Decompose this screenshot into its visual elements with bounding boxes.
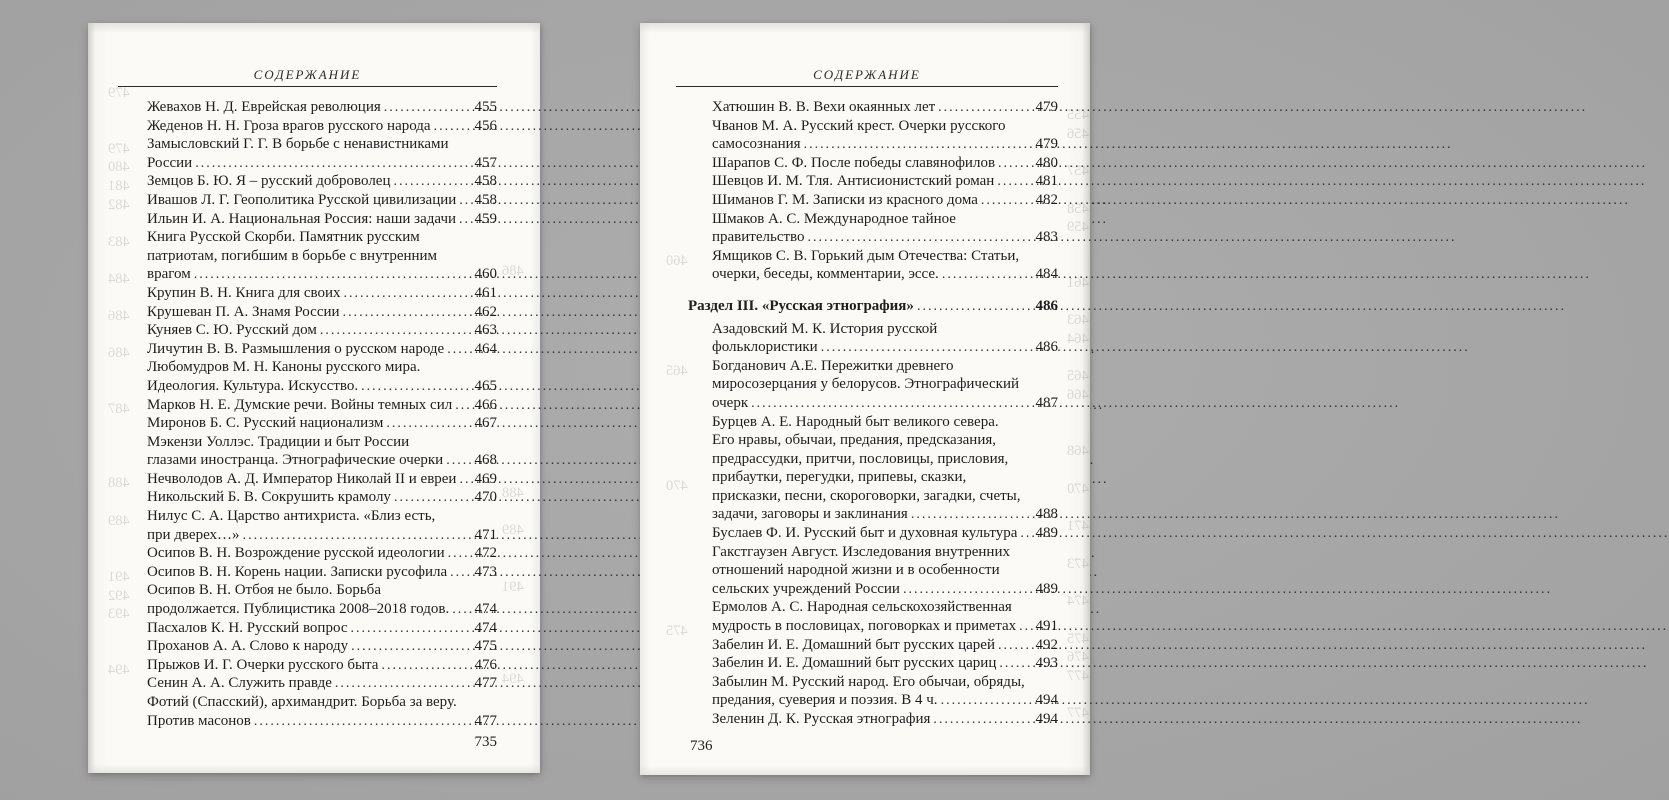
entry-title: Миронов Б. С. Русский национализм <box>147 415 384 432</box>
bleed-through-text: 477 <box>1067 705 1089 721</box>
bleed-through-text: 486 <box>108 308 130 324</box>
toc-entry-line <box>712 673 1058 692</box>
entry-page-number: 484 <box>1035 266 1058 283</box>
toc-entry-line <box>712 413 1058 432</box>
leader-dots <box>194 265 473 285</box>
entry-page-number: 474 <box>474 619 497 636</box>
entry-page-number: 461 <box>474 284 497 301</box>
leader-dots <box>394 172 473 192</box>
leader-dots <box>804 135 1034 155</box>
entry-title: очерк <box>712 394 749 411</box>
entry-title: Буслаев Ф. И. Русский быт и духовная культура <box>712 525 1018 542</box>
entry-title: Замысловский Г. Г. В борьбе с ненавистниками <box>147 136 449 153</box>
toc-entry-line <box>712 580 1058 599</box>
leader-dots <box>999 654 1033 674</box>
toc-entry-line <box>712 617 1058 636</box>
bleed-through-text: 457 <box>1067 163 1089 179</box>
toc-entry-line <box>147 396 497 415</box>
bleed-through-text: 463 <box>1067 312 1089 328</box>
toc-entry-line <box>147 303 497 322</box>
entry-page-number: 486 <box>1035 339 1058 356</box>
entry-title: фольклористики <box>712 339 818 356</box>
toc-entry-line <box>712 710 1058 729</box>
toc-entry-line <box>147 693 497 712</box>
toc-entry-line <box>712 654 1058 673</box>
entry-title: правительство <box>712 229 805 246</box>
bleed-through-text: 471 <box>1067 518 1089 534</box>
bleed-through-text: 455 <box>1067 107 1089 123</box>
leader-dots <box>447 340 472 360</box>
entry-title: Мэкензи Уоллэс. Традиции и быт России <box>147 433 410 450</box>
entry-title: Ивашов Л. Г. Геополитика Русской цивилизации <box>147 191 457 208</box>
leader-dots <box>343 303 473 323</box>
entry-page-number: 494 <box>1035 711 1058 727</box>
entry-page-number: 486 <box>1035 297 1058 314</box>
entry-page-number: 477 <box>474 712 497 729</box>
toc-entry-line <box>147 674 497 693</box>
entry-page-number: 466 <box>474 396 497 413</box>
entry-page-number: 456 <box>474 117 497 134</box>
toc-entry-line <box>712 228 1058 247</box>
entry-title: Проханов А. А. Слово к народу <box>147 638 349 655</box>
toc-entry-line <box>147 712 497 731</box>
entry-title: глазами иностранца. Этнографические очерки <box>147 452 444 469</box>
bleed-through-text: 489 <box>108 513 130 529</box>
leader-dots <box>335 674 473 694</box>
toc-entry-line <box>147 507 497 526</box>
toc-section-heading <box>688 297 1058 316</box>
entry-title: Осипов В. Н. Отбоя не было. Борьба <box>147 582 381 599</box>
entry-title: миросозерцания у белорусов. Этнографический <box>712 376 1020 393</box>
entry-page-number: 479 <box>1035 99 1058 115</box>
toc-entry-line <box>712 598 1058 617</box>
toc-entry-line <box>712 191 1058 210</box>
toc-entry-line <box>712 357 1058 376</box>
entry-title: Богданович А.Е. Пережитки древнего <box>712 357 954 374</box>
toc-entry-line <box>712 135 1058 154</box>
toc-entry-line <box>147 228 497 247</box>
entry-title: Земцов Б. Ю. Я – русский доброволец <box>147 173 391 190</box>
bleed-through-text: 456 <box>1067 126 1089 142</box>
bleed-through-text: 475 <box>666 623 688 639</box>
entry-page-number: 489 <box>1035 525 1058 542</box>
leader-dots <box>459 210 472 230</box>
entry-page-number: 469 <box>474 470 497 487</box>
toc-entry-line <box>147 98 497 117</box>
leader-dots <box>1020 524 1033 544</box>
bleed-through-text: 481 <box>108 178 130 194</box>
leader-dots <box>351 637 472 657</box>
leader-dots <box>821 338 1034 358</box>
bleed-through-text: 491 <box>502 579 524 595</box>
toc-entry-line <box>712 210 1058 229</box>
bleed-through-text: 479 <box>108 85 130 101</box>
entry-title: Марков Н. Е. Думские речи. Войны темных сил <box>147 396 453 413</box>
toc-entry-line <box>712 450 1058 469</box>
entry-title: предрассудки, притчи, пословицы, присловия, <box>712 450 1009 467</box>
entry-title: России <box>147 154 193 171</box>
toc-entry-line <box>147 117 497 136</box>
entry-title: очерки, беседы, комментарии, эссе. <box>712 266 939 283</box>
entry-page-number: 474 <box>474 601 497 618</box>
entry-page-number: 488 <box>1035 506 1058 523</box>
leader-dots <box>384 98 473 118</box>
toc-entry-line <box>147 433 497 452</box>
bleed-through-text: 483 <box>108 234 130 250</box>
bleed-through-text: 473 <box>1067 556 1089 572</box>
toc-entry-line <box>147 154 497 173</box>
entry-title: Бурцев А. Е. Народный быт великого севера. <box>712 413 999 430</box>
leader-dots <box>320 321 473 341</box>
toc-entry-line <box>147 321 497 340</box>
entry-title: Фотий (Спасский), архимандрит. Борьба за веру. <box>147 694 457 710</box>
page-folio: 736 <box>690 738 713 754</box>
toc-entry-line <box>712 172 1058 191</box>
entry-page-number: 475 <box>474 638 497 655</box>
entry-title: Ермолов А. С. Народная сельскохозяйственная <box>712 599 1012 616</box>
entry-page-number: 477 <box>474 675 497 692</box>
leader-dots <box>808 228 1034 248</box>
toc-entry-line <box>147 340 497 359</box>
entry-title: Чванов М. А. Русский крест. Очерки русского <box>712 117 1006 134</box>
leader-dots <box>903 580 1034 600</box>
entry-title: Сенин А. А. Служить правде <box>147 675 332 692</box>
bleed-through-text: 486 <box>108 345 130 361</box>
toc-entry-line <box>147 414 497 433</box>
entry-title: Шевцов И. М. Тля. Антисионистский роман <box>712 173 995 190</box>
leader-dots <box>448 544 473 564</box>
entry-title: Идеология. Культура. Искусство. <box>147 377 359 394</box>
entry-title: Раздел III. «Русская этнография» <box>688 297 914 314</box>
leader-dots <box>344 284 473 304</box>
entry-title: патриотам, погибшим в борьбе с внутренним <box>147 247 438 264</box>
toc-entry-line <box>712 154 1058 173</box>
bleed-through-text: 470 <box>666 478 688 494</box>
bleed-through-text: 470 <box>1067 481 1089 497</box>
leader-dots <box>394 488 473 508</box>
entry-title: мудрость в пословицах, поговорках и приметах <box>712 618 1017 635</box>
entry-title: Гакстгаузен Август. Изследования внутренних <box>712 543 1010 560</box>
entry-title: Забылин М. Русский народ. Его обычаи, обряды, <box>712 673 1025 690</box>
toc-entry-line <box>712 505 1058 524</box>
leader-dots <box>243 526 473 546</box>
entry-title: сельских учреждений России <box>712 580 900 597</box>
entry-page-number: 458 <box>474 173 497 190</box>
toc-entry-line <box>712 98 1058 117</box>
entry-title: Нечволодов А. Д. Император Николай II и евреи <box>147 470 457 487</box>
entry-page-number: 473 <box>474 563 497 580</box>
leader-dots <box>446 451 472 471</box>
leader-dots <box>911 505 1034 525</box>
toc-entry-line <box>712 431 1058 450</box>
entry-title: предания, суеверия и поэзия. В 4 ч. <box>712 692 938 709</box>
toc-entry-line <box>712 524 1058 543</box>
bleed-through-text: 466 <box>1067 387 1089 403</box>
bleed-through-text: 476 <box>1067 649 1089 665</box>
leader-dots <box>751 394 1033 414</box>
entry-title: Ямщиков С. В. Горький дым Отечества: Статьи, <box>712 247 1020 264</box>
entry-title: Куняев С. Ю. Русский дом <box>147 322 317 339</box>
toc-entry-line <box>147 600 497 619</box>
entry-title: Его нравы, обычаи, предания, предсказания, <box>712 432 996 449</box>
bleed-through-text: 458 <box>1067 201 1089 217</box>
toc-entry-line <box>147 470 497 489</box>
toc-list <box>118 98 497 730</box>
bleed-through-text: 488 <box>108 475 130 491</box>
entry-page-number: 464 <box>474 340 497 357</box>
entry-page-number: 457 <box>474 154 497 171</box>
page-folio: 735 <box>474 734 497 750</box>
leader-dots <box>450 563 472 583</box>
toc-entry-line <box>712 320 1058 339</box>
entry-title: Нилус С. А. Царство антихриста. «Близ есть, <box>147 508 436 525</box>
toc-entry-line <box>712 117 1058 136</box>
entry-page-number: 467 <box>474 415 497 432</box>
leader-dots <box>941 691 1034 711</box>
bleed-through-text: 482 <box>108 197 130 213</box>
bleed-through-text: 465 <box>1067 368 1089 384</box>
bleed-through-text: 464 <box>1067 331 1089 347</box>
toc-entry-line <box>147 210 497 229</box>
entry-title: присказки, песни, скороговорки, загадки, счеты, <box>712 487 1021 504</box>
page-content-left <box>118 23 497 730</box>
bleed-through-text: 488 <box>502 485 524 501</box>
entry-title: Книга Русской Скорби. Памятник русским <box>147 229 420 246</box>
toc-entry-line <box>712 375 1058 394</box>
toc-entry-line <box>147 488 497 507</box>
toc-entry-line <box>147 637 497 656</box>
bleed-through-text: 477 <box>1067 668 1089 684</box>
entry-page-number: 470 <box>474 489 497 506</box>
leader-dots <box>459 191 472 211</box>
toc-entry-line <box>147 265 497 284</box>
leader-dots <box>938 98 1033 118</box>
entry-title: Против масонов <box>147 712 251 729</box>
entry-title: Шарапов С. Ф. После победы славянофилов <box>712 154 996 171</box>
entry-page-number: 492 <box>1035 636 1058 653</box>
toc-entry-line <box>712 468 1058 487</box>
toc-entry-line <box>147 544 497 563</box>
entry-title: при дверех…» <box>147 526 240 543</box>
entry-page-number: 455 <box>474 99 497 115</box>
bleed-through-text: 484 <box>108 271 130 287</box>
entry-title: Любомудров М. Н. Каноны русского мира. <box>147 359 421 376</box>
entry-title: Пасхалов К. Н. Русский вопрос <box>147 619 348 636</box>
entry-title: прибаутки, перегудки, припевы, сказки, <box>712 469 967 486</box>
header-rule <box>118 86 497 87</box>
leader-dots <box>998 636 1034 656</box>
toc-entry-line <box>147 526 497 545</box>
leader-dots <box>455 396 472 416</box>
bleed-through-text: 468 <box>1067 443 1089 459</box>
toc-entry-line <box>147 358 497 377</box>
leader-dots <box>351 619 473 639</box>
entry-title: Шиманов Г. М. Записки из красного дома <box>712 191 978 208</box>
bleed-through-text: 480 <box>108 159 130 175</box>
entry-title: врагом <box>147 266 191 283</box>
entry-title: Осипов В. Н. Корень нации. Записки русофила <box>147 563 448 580</box>
toc-entry-line <box>147 656 497 675</box>
bleed-through-text: 474 <box>1067 593 1089 609</box>
toc-entry-line <box>712 394 1058 413</box>
entry-title: задачи, заговоры и заклинания <box>712 506 908 523</box>
entry-page-number: 483 <box>1035 229 1058 246</box>
toc-entry-line <box>147 451 497 470</box>
leader-dots <box>933 710 1033 730</box>
toc-entry-line <box>712 561 1058 580</box>
toc-entry-line <box>712 338 1058 357</box>
entry-page-number: 493 <box>1035 655 1058 672</box>
leader-dots <box>981 191 1034 211</box>
toc-entry-line <box>147 247 497 266</box>
entry-page-number: 489 <box>1035 580 1058 597</box>
toc-entry-line <box>147 172 497 191</box>
entry-page-number: 472 <box>474 545 497 562</box>
leader-dots <box>942 265 1034 285</box>
entry-page-number: 480 <box>1035 154 1058 171</box>
entry-page-number: 481 <box>1035 173 1058 190</box>
leader-dots <box>386 414 472 434</box>
leader-dots <box>381 656 472 676</box>
entry-page-number: 462 <box>474 303 497 320</box>
toc-entry-line <box>712 247 1058 266</box>
entry-page-number: 494 <box>1035 692 1058 709</box>
toc-list <box>676 98 1058 729</box>
leader-dots <box>434 117 473 137</box>
bleed-through-text: 479 <box>108 141 130 157</box>
entry-page-number: 491 <box>1035 618 1058 635</box>
entry-page-number: 459 <box>474 210 497 227</box>
entry-title: самосознания <box>712 136 801 153</box>
entry-title: Никольский Б. В. Сокрушить крамолу <box>147 489 391 506</box>
entry-page-number: 471 <box>474 526 497 543</box>
bleed-through-text: 489 <box>502 522 524 538</box>
entry-title: Крупин В. Н. Книга для своих <box>147 284 341 301</box>
bleed-through-text: 494 <box>502 671 524 687</box>
leader-dots <box>997 172 1033 192</box>
entry-page-number: 465 <box>474 377 497 394</box>
leader-dots <box>998 154 1033 174</box>
toc-entry-line <box>147 619 497 638</box>
bleed-through-text: 460 <box>666 253 688 269</box>
entry-page-number: 479 <box>1035 136 1058 153</box>
toc-entry-line <box>147 135 497 154</box>
bleed-through-text: 492 <box>108 588 130 604</box>
entry-title: Ильин И. А. Национальная Россия: наши задачи <box>147 210 457 227</box>
entry-title: Шмаков А. С. Международное тайное <box>712 210 956 227</box>
entry-page-number: 468 <box>474 452 497 469</box>
entry-title: Осипов В. Н. Возрождение русской идеологии <box>147 545 445 562</box>
entry-page-number: 487 <box>1035 394 1058 411</box>
entry-title: Азадовский М. К. История русской <box>712 320 938 337</box>
entry-page-number: 482 <box>1035 191 1058 208</box>
header-rule <box>676 86 1058 87</box>
entry-title: отношений народной жизни и в особенности <box>712 562 1000 579</box>
entry-page-number: 476 <box>474 656 497 673</box>
entry-title: Хатюшин В. В. Вехи окаянных лет <box>712 99 936 115</box>
entry-title: Жевахов Н. Д. Еврейская революция <box>147 99 381 115</box>
toc-entry-line <box>147 191 497 210</box>
bleed-through-text: 459 <box>1067 219 1089 235</box>
leader-dots <box>254 712 473 732</box>
entry-page-number: 463 <box>474 322 497 339</box>
toc-entry-line <box>712 487 1058 506</box>
toc-entry-line <box>147 563 497 582</box>
toc-entry-line <box>712 636 1058 655</box>
leader-dots <box>452 600 472 620</box>
book-page-right <box>640 23 1090 775</box>
page-content-right <box>676 23 1058 729</box>
toc-entry-line <box>147 581 497 600</box>
bleed-through-text: 487 <box>108 401 130 417</box>
bleed-through-text: 486 <box>502 263 524 279</box>
leader-dots <box>459 470 472 490</box>
bleed-through-text: 465 <box>666 363 688 379</box>
entry-title: Прыжов И. Г. Очерки русского быта <box>147 656 379 673</box>
entry-title: Крушеван П. А. Знамя России <box>147 303 340 320</box>
running-head: СОДЕРЖАНИЕ <box>813 67 921 82</box>
entry-title: Личутин В. В. Размышления о русском народе <box>147 340 445 357</box>
entry-title: Забелин И. Е. Домашний быт русских царей <box>712 636 995 653</box>
bleed-through-text: 475 <box>1067 631 1089 647</box>
leader-dots <box>361 377 472 397</box>
toc-entry-line <box>712 691 1058 710</box>
leader-dots <box>195 154 472 174</box>
leader-dots <box>1019 617 1033 637</box>
bleed-through-text: 461 <box>1067 275 1089 291</box>
bleed-through-text: 491 <box>108 569 130 585</box>
bleed-through-text: 494 <box>108 662 130 678</box>
book-page-left <box>88 23 540 773</box>
toc-entry-line <box>712 265 1058 284</box>
entry-title: Забелин И. Е. Домашний быт русских цариц <box>712 655 997 672</box>
entry-title: Зеленин Д. К. Русская этнография <box>712 711 931 727</box>
entry-page-number: 458 <box>474 191 497 208</box>
toc-entry-line <box>147 284 497 303</box>
entry-title: продолжается. Публицистика 2008–2018 годов. <box>147 601 450 618</box>
entry-title: Жеденов Н. Н. Гроза врагов русского народа <box>147 117 431 134</box>
bleed-through-text: 493 <box>108 606 130 622</box>
entry-page-number: 460 <box>474 266 497 283</box>
toc-entry-line <box>147 377 497 396</box>
toc-entry-line <box>712 543 1058 562</box>
running-head: СОДЕРЖАНИЕ <box>253 67 362 82</box>
leader-dots <box>917 297 1034 317</box>
